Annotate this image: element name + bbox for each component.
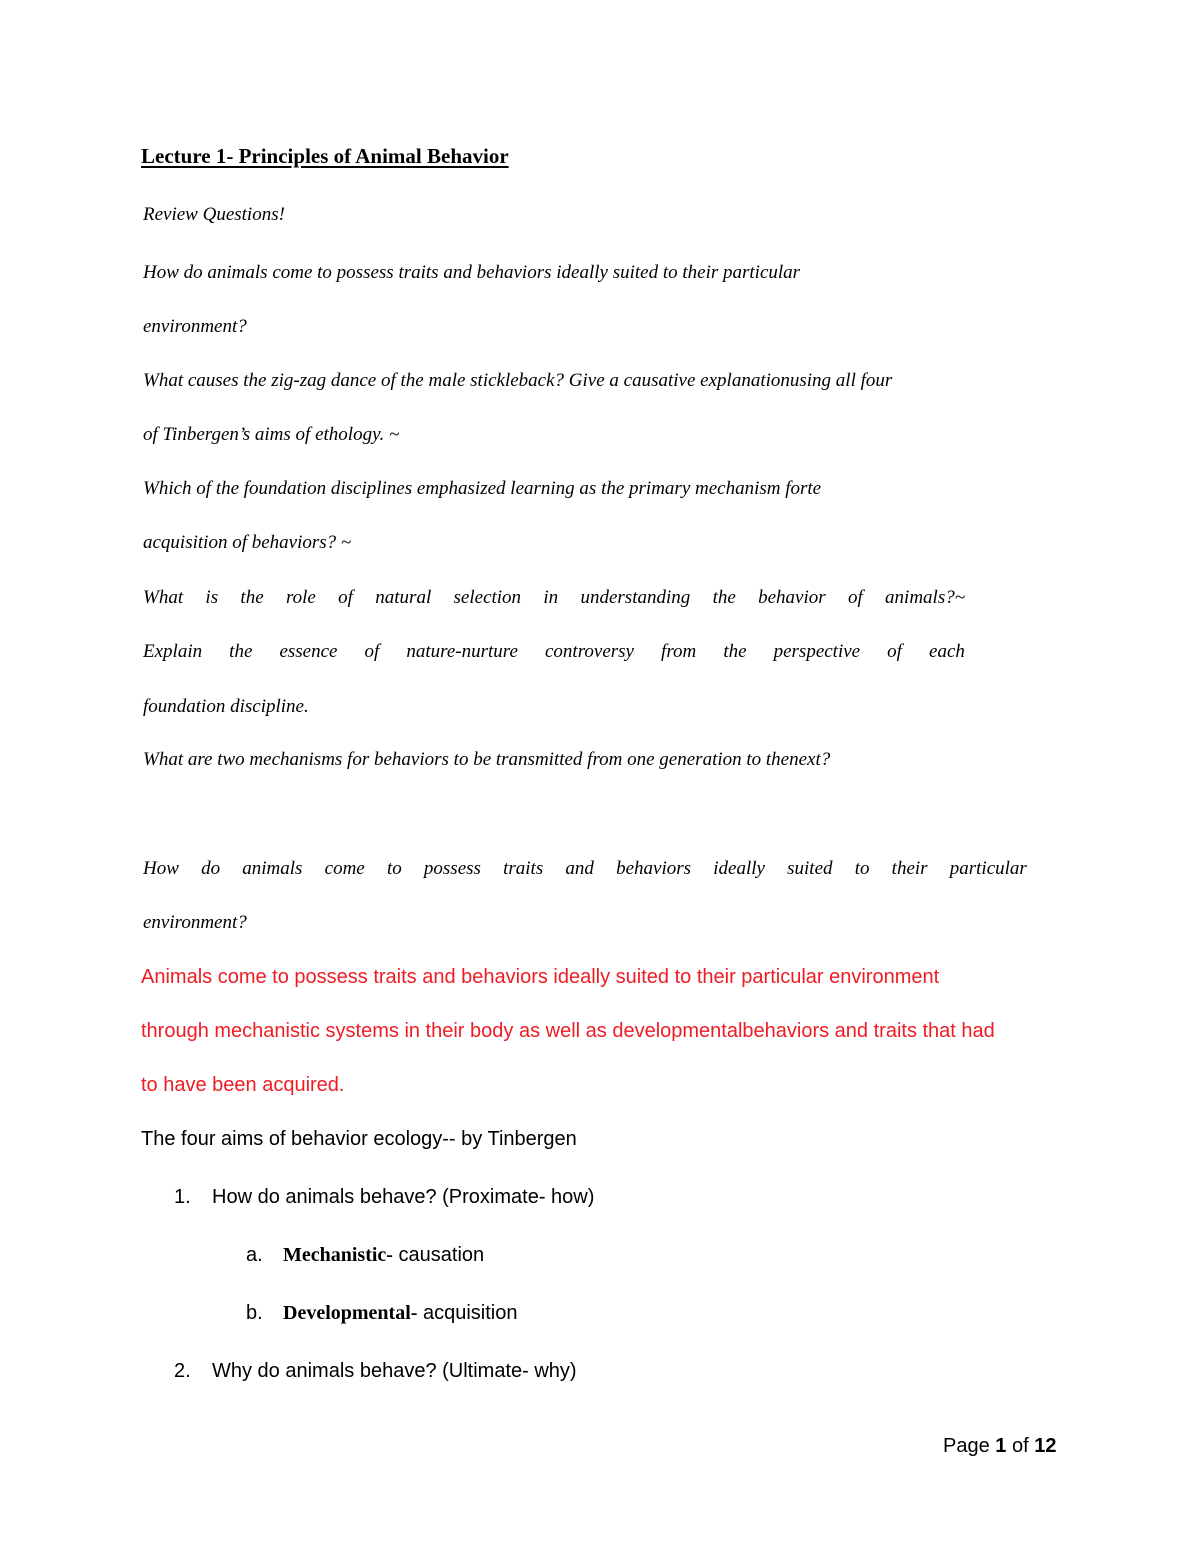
word: from	[661, 641, 697, 662]
word: understanding	[580, 587, 691, 608]
word: the	[723, 641, 747, 662]
list-number-2: 2.	[174, 1360, 191, 1382]
sub-item-a-text: causation	[392, 1244, 485, 1266]
word: What	[143, 587, 184, 608]
question-4-line-1	[143, 588, 965, 607]
word: and	[565, 858, 594, 879]
sub-item-b-bold: Developmental-	[283, 1302, 418, 1324]
word: behavior	[758, 587, 826, 608]
question-3-line-2: acquisition of behaviors? ~	[143, 532, 352, 553]
word: Explain	[143, 641, 203, 662]
answer-line-1: Animals come to possess traits and behaviors ideally suited to their particular environment	[141, 966, 940, 988]
question-5-line-2: foundation discipline.	[143, 696, 309, 717]
word: come	[324, 858, 365, 879]
word: suited	[787, 858, 833, 879]
word: role	[285, 587, 316, 608]
page-number: 1	[995, 1435, 1007, 1457]
repeat-question-line-1	[143, 859, 1027, 878]
word: behaviors	[616, 858, 692, 879]
word: do	[201, 858, 221, 879]
word: essence	[279, 641, 338, 662]
sub-item-b-text: acquisition	[417, 1302, 518, 1324]
word: perspective	[773, 641, 861, 662]
word: to	[854, 858, 870, 879]
word: nature-nurture	[406, 641, 518, 662]
word: their	[891, 858, 928, 879]
list-item-1-text: How do animals behave? (Proximate- how)	[212, 1186, 595, 1208]
question-5-line-1	[143, 642, 965, 661]
repeat-question-line-2: environment?	[143, 912, 247, 933]
question-3-line-1: Which of the foundation disciplines emphasized learning as the primary mechanism forte	[143, 478, 822, 499]
page-footer	[943, 1436, 1056, 1456]
sub-item-a-bold: Mechanistic-	[283, 1244, 393, 1266]
sub-letter-b: b.	[246, 1302, 263, 1324]
sub-item-b	[283, 1303, 517, 1323]
review-heading: Review Questions!	[143, 204, 285, 225]
question-2-line-2: of Tinbergen’s aims of ethology. ~	[143, 424, 400, 445]
word: in	[543, 587, 559, 608]
question-6-line-1: What are two mechanisms for behaviors to be transmitted from one generation to thenext?	[143, 749, 831, 770]
page-word: Page	[943, 1435, 990, 1457]
question-1-line-1: How do animals come to possess traits and behaviors ideally suited to their particular	[143, 262, 801, 283]
of-word: of	[1011, 1435, 1029, 1457]
word: selection	[453, 587, 522, 608]
word: the	[240, 587, 264, 608]
word: the	[712, 587, 736, 608]
word: is	[205, 587, 219, 608]
word: traits	[503, 858, 544, 879]
sub-item-a	[283, 1245, 484, 1265]
word: of	[847, 587, 863, 608]
word: ideally	[713, 858, 765, 879]
answer-line-2: through mechanistic systems in their body as well as developmentalbehaviors and traits that had	[141, 1020, 995, 1042]
word: the	[229, 641, 253, 662]
word: animals	[242, 858, 303, 879]
question-1-line-2: environment?	[143, 316, 247, 337]
word: each	[929, 641, 965, 662]
word: How	[143, 858, 179, 879]
word: of	[364, 641, 380, 662]
word: to	[386, 858, 402, 879]
list-item-2-text: Why do animals behave? (Ultimate- why)	[212, 1360, 577, 1382]
aims-heading: The four aims of behavior ecology-- by Tinbergen	[141, 1128, 577, 1150]
word: particular	[949, 858, 1027, 879]
word: possess	[423, 858, 481, 879]
word: natural	[375, 587, 432, 608]
answer-line-3: to have been acquired.	[141, 1074, 345, 1096]
list-number-1: 1.	[174, 1186, 191, 1208]
word: of	[887, 641, 902, 662]
word: of	[338, 587, 353, 608]
sub-letter-a: a.	[246, 1244, 263, 1266]
word: animals?~	[885, 587, 965, 608]
page-total: 12	[1034, 1435, 1057, 1457]
lecture-title: Lecture 1- Principles of Animal Behavior	[141, 144, 509, 168]
word: controversy	[544, 641, 634, 662]
question-2-line-1: What causes the zig-zag dance of the male stickleback? Give a causative explanationusing all four	[143, 370, 893, 391]
